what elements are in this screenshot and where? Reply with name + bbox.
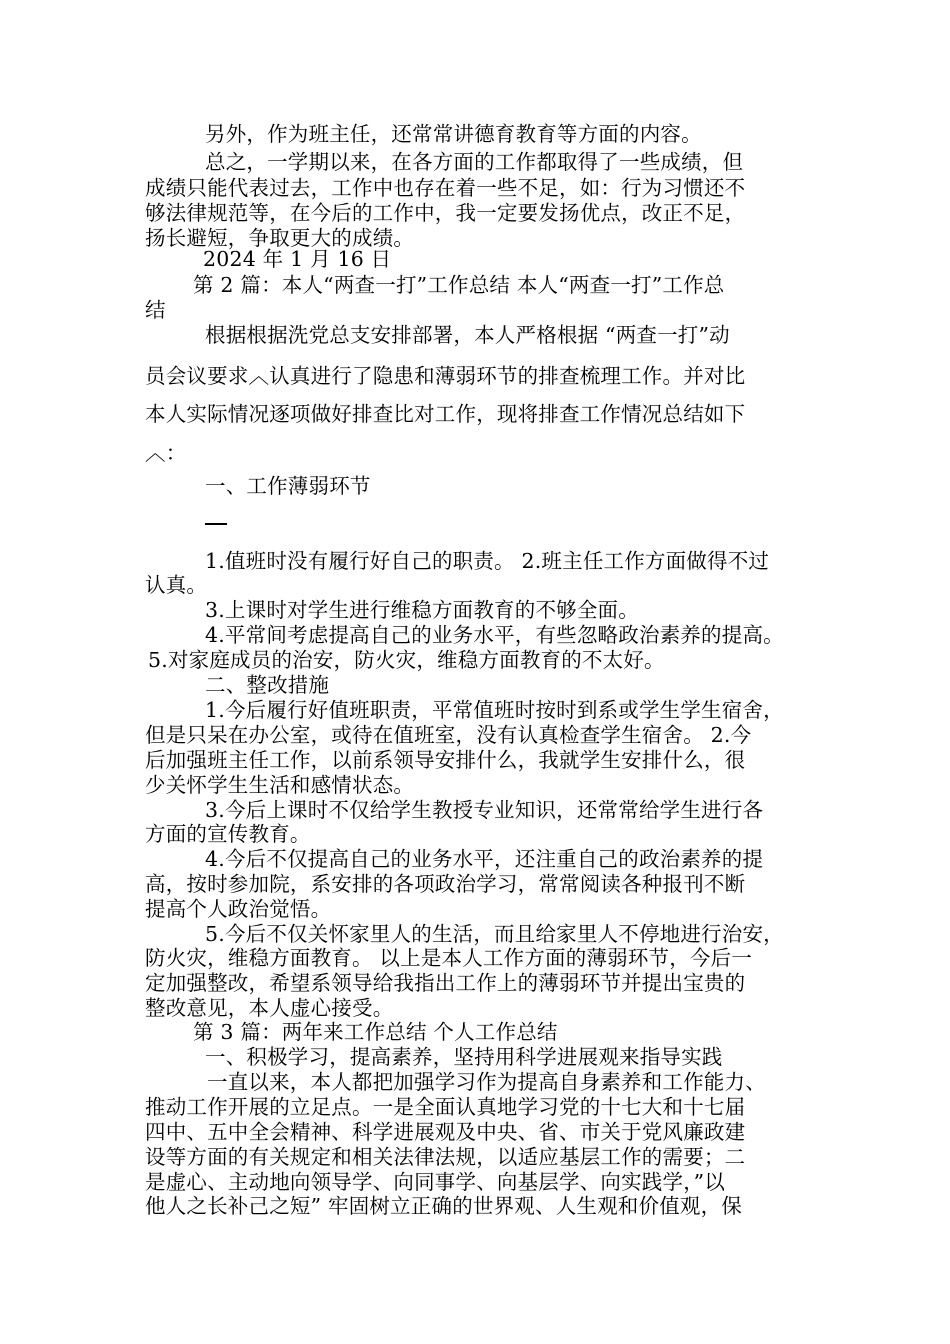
text-line: 高，按时参加院，系安排的各项政治学习，常常阅读各种报刊不断	[145, 872, 746, 896]
text-line: 3.上课时对学生进行维稳方面教育的不够全面。	[205, 598, 639, 622]
text-line: 后加强班主任工作，以前系领导安排什么，我就学生安排什么，很	[145, 748, 746, 772]
text-line: 成绩只能代表过去，工作中也存在着一些不足，如：行为习惯还不	[145, 176, 746, 200]
section-heading: 结	[145, 298, 166, 322]
subheading: 一、工作薄弱环节	[205, 474, 371, 498]
text-line: 方面的宣传教育。	[145, 822, 311, 846]
text-line: 一直以来，本人都把加强学习作为提高自身素养和工作能力、	[207, 1070, 766, 1094]
text-line: 另外，作为班主任，还常常讲德育教育等方面的内容。	[205, 122, 702, 146]
text-line: 总之，一学期以来，在各方面的工作都取得了一些成绩，但	[205, 150, 744, 174]
date-line: 2024 年 1 月 16 日	[203, 247, 392, 271]
text-line: 防火灾，维稳方面教育。 以上是本人工作方面的薄弱环节，今后一	[145, 946, 753, 970]
subheading: 一、积极学习，提高素养，坚持用科学进展观来指导实践	[205, 1045, 723, 1069]
text-line: 但是只呆在办公室，或待在值班室，没有认真检查学生宿舍。 2.今	[145, 723, 752, 747]
text-line: 提高个人政治觉悟。	[145, 897, 332, 921]
text-line: 员会议要求︿认真进行了隐患和薄弱环节的排查梳理工作。并对比	[145, 364, 746, 388]
dash-rule	[205, 523, 227, 525]
text-line: 认真。	[145, 573, 208, 597]
text-line: 整改意见，本人虚心接受。	[145, 996, 394, 1020]
text-line: 4.平常间考虑提高自己的业务水平，有些忽略政治素养的提高。	[205, 623, 784, 647]
section-heading: 第 3 篇：两年来工作总结 个人工作总结	[193, 1020, 558, 1044]
text-line: 5.今后不仅关怀家里人的生活，而且给家里人不停地进行治安，	[205, 922, 784, 946]
text-line: 四中、五中全会精神、科学进展观及中央、省、市关于党风廉政建	[145, 1120, 746, 1144]
text-line: 设等方面的有关规定和相关法律法规，以适应基层工作的需要；二	[145, 1145, 746, 1169]
text-line: 推动工作开展的立足点。一是全面认真地学习党的十七大和十七届	[145, 1095, 746, 1119]
text-line: 够法律规范等，在今后的工作中，我一定要发扬优点，改正不足，	[145, 201, 746, 225]
text-line: 少关怀学生生活和感情状态。	[145, 773, 415, 797]
text-line: 他人之长补己之短” 牢固树立正确的世界观、人生观和价值观，保	[145, 1194, 742, 1218]
text-line: 定加强整改，希望系领导给我指出工作上的薄弱环节并提出宝贵的	[145, 971, 746, 995]
text-line: 1.值班时没有履行好自己的职责。 2.班主任工作方面做得不过	[205, 549, 770, 573]
subheading: 二、整改措施	[205, 673, 330, 697]
text-line: 4.今后不仅提高自己的业务水平，还注重自己的政治素养的提	[205, 847, 764, 871]
text-line: ︿：	[145, 441, 187, 465]
section-heading: 第 2 篇：本人“两查一打”工作总结 本人“两查一打”工作总	[193, 273, 725, 297]
text-line: 本人实际情况逐项做好排查比对工作，现将排查工作情况总结如下	[145, 402, 746, 426]
text-line: 3.今后上课时不仅给学生教授专业知识，还常常给学生进行各	[205, 798, 764, 822]
text-line: 扬长避短，争取更大的成绩。	[145, 226, 415, 250]
text-line: 是虚心、主动地向领导学、向同事学、向基层学、向实践学，”以	[145, 1170, 726, 1194]
text-line: 5.对家庭成员的治安，防火灾，维稳方面教育的不太好。	[148, 648, 665, 672]
text-line: 1.今后履行好值班职责，平常值班时按时到系或学生学生宿舍，	[205, 698, 784, 722]
text-line: 根据根据洗党总支安排部署，本人严格根据 “两查一打”动	[205, 323, 730, 347]
